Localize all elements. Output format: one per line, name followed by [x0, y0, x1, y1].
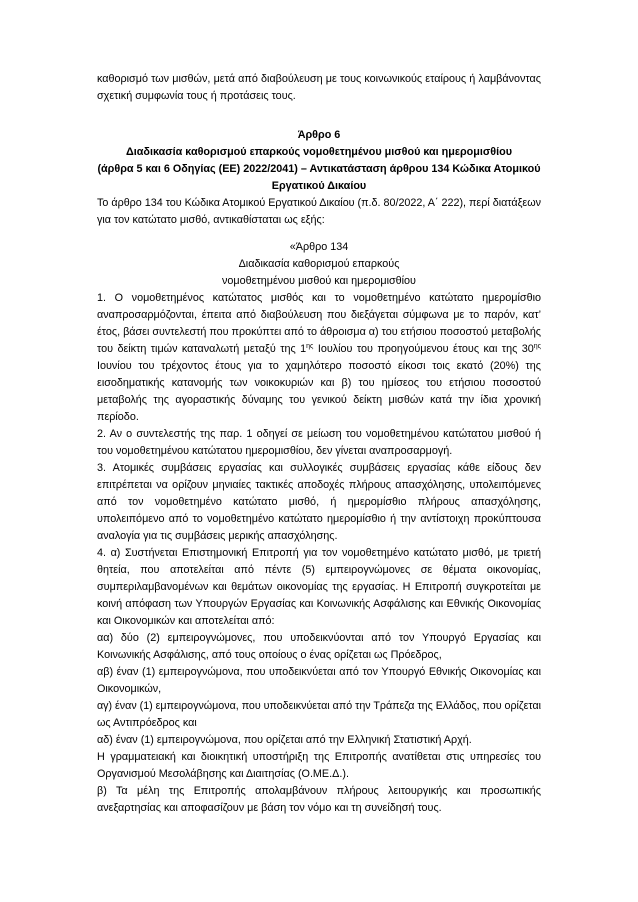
- article-134-heading-line: νομοθετημένου μισθού και ημερομισθίου: [222, 275, 416, 287]
- document-body: [97, 71, 541, 817]
- item-aa-line: αα) δύο (2) εμπειρογνώμονες, που υποδεικνύονται από τον Υπουργό Εργασίας και: [97, 632, 541, 644]
- article-6-lead-paragraph: [97, 195, 541, 229]
- paragraph-1: [97, 290, 541, 426]
- item-ab-line: Οικονομικών,: [97, 683, 162, 695]
- paragraph-4a-line: 4. α) Συστήνεται Επιστημονική Επιτροπή για τον νομοθετημένο κατώτατο μισθό, με τριετή: [97, 547, 541, 559]
- item-aa: [97, 630, 541, 664]
- paragraph-1-line: μεταβολής της αγοραστικής δύναμης του γενικού δείκτη μισθών κατά την ίδια χρονική: [97, 394, 541, 406]
- ordinal-suffix: ης: [533, 343, 542, 350]
- paragraph-4a-line: και Οικονομικών και αποτελείται από:: [97, 615, 275, 627]
- paragraph-1-text: του δείκτη τιμών καταναλωτή μεταξύ της 1: [97, 343, 307, 355]
- secretariat-line: Η γραμματειακή και διοικητική υποστήριξη της Επιτροπής ανατίθεται στις υπηρεσίες του: [97, 751, 541, 763]
- article-6-lead-line: για τον κατώτατο μισθό, αντικαθίσταται ως εξής:: [97, 214, 325, 226]
- paragraph-2: [97, 426, 541, 460]
- paragraph-4b-line: β) Τα μέλη της Επιτροπής απολαμβάνουν πλήρους λειτουργικής και προσωπικής: [97, 785, 541, 797]
- article-6-title-line: Εργατικού Δικαίου: [271, 180, 367, 192]
- article-6-heading: [97, 127, 541, 195]
- paragraph-2-line: του νομοθετημένου κατώτατου ημερομισθίου, δεν γίνεται αναπροσαρμογή.: [97, 445, 453, 457]
- paragraph-3-line: 3. Ατομικές συμβάσεις εργασίας και συλλογικές συμβάσεις εργασίας κάθε είδους δεν: [97, 462, 541, 474]
- item-ad-line: αδ) έναν (1) εμπειρογνώμονα, που ορίζεται από την Ελληνική Στατιστική Αρχή.: [97, 734, 472, 746]
- paragraph-1-line: έτος, βάσει συντελεστή που προκύπτει από το άθροισμα α) του ετήσιου ποσοστού μεταβολής: [97, 326, 541, 338]
- item-aa-line: Κοινωνικής Ασφάλισης, από τους οποίους ο ένας ορίζεται ως Πρόεδρος,: [97, 649, 442, 661]
- paragraph-4a-line: θητεία, που αποτελείται από πέντε (5) εμπειρογνώμονες σε θέματα οικονομίας,: [97, 564, 541, 576]
- paragraph-2-line: 2. Αν ο συντελεστής της παρ. 1 οδηγεί σε μείωση του νομοθετημένου κατώτατου μισθού ή: [97, 428, 541, 440]
- paragraph-4b-line: ανεξαρτησίας και αποφασίζουν με βάση τον νόμο και τη συνείδησή τους.: [97, 802, 442, 814]
- intro-line: καθορισμό των μισθών, μετά από διαβούλευση με τους κοινωνικούς εταίρους ή λαμβάνοντας: [97, 73, 541, 85]
- paragraph-1-line: [97, 341, 541, 358]
- article-6-title-line: Διαδικασία καθορισμού επαρκούς νομοθετημένου μισθού και ημερομισθίου: [126, 146, 512, 158]
- secretariat-line: Οργανισμού Μεσολάβησης και Διαιτησίας (Ο.ΜΕ.Δ.).: [97, 768, 349, 780]
- paragraph-4a-line: συμπεριλαμβανομένων και θεμάτων οικονομίας της εργασίας. Η Επιτροπή συγκροτείται με: [97, 581, 541, 593]
- paragraph-1-line: αναπροσαρμόζονται, έπειτα από διαβούλευση που διεξάγεται σύμφωνα με το παρόν, κατ’: [97, 309, 541, 321]
- paragraph-4a-line: κοινή απόφαση των Υπουργών Εργασίας και Κοινωνικής Ασφάλισης και Εθνικής Οικονομίας: [97, 598, 541, 610]
- intro-line: σχετική συμφωνία τους ή προτάσεις τους.: [97, 90, 296, 102]
- article-6-number: Άρθρο 6: [297, 129, 341, 141]
- article-134-heading: [97, 239, 541, 290]
- item-ab-line: αβ) έναν (1) εμπειρογνώμονα, που υποδεικνύεται από τον Υπουργό Εθνικής Οικονομίας και: [97, 666, 541, 678]
- ordinal-suffix: ης: [306, 343, 314, 350]
- paragraph-3: [97, 460, 541, 545]
- secretariat-paragraph: [97, 749, 541, 783]
- item-ag-line: ως Αντιπρόεδρος και: [97, 717, 197, 729]
- paragraph-4a: [97, 545, 541, 630]
- paragraph-1-line: Ιουνίου του τρέχοντος έτους για το χαμηλότερο ποσοστό είκοσι τοις εκατό (20%) της: [97, 360, 541, 372]
- paragraph-4b: [97, 783, 541, 817]
- article-134-heading-line: «Άρθρο 134: [289, 241, 349, 253]
- item-ad: [97, 732, 541, 749]
- intro-paragraph: [97, 71, 541, 105]
- paragraph-3-line: από τον νομοθετημένο κατώτατο μισθό, ή ημερομίσθιο πλήρους απασχόλησης,: [97, 496, 541, 508]
- item-ab: [97, 664, 541, 698]
- paragraph-3-line: επιτρέπεται να ορίζουν μηνιαίες τακτικές αποδοχές πλήρους απασχόλησης, υπολειπόμενες: [97, 479, 541, 491]
- item-ag: [97, 698, 541, 732]
- item-ag-line: αγ) έναν (1) εμπειρογνώμονα, που υποδεικνύεται από την Τράπεζα της Ελλάδος, που ορίζεται: [97, 700, 541, 712]
- article-134-heading-line: Διαδικασία καθορισμού επαρκούς: [238, 258, 400, 270]
- paragraph-3-line: υπολειπόμενο από το νομοθετημένο κατώτατο ημερομίσθιο ή την αντίστοιχη προκύπτουσα: [97, 513, 541, 525]
- paragraph-1-line: εισοδηματικής κατανομής των νοικοκυριών και β) του ημίσεος του ετήσιου ποσοστού: [97, 377, 541, 389]
- paragraph-1-line: 1. Ο νομοθετημένος κατώτατος μισθός και το νομοθετημένο κατώτατο ημερομίσθιο: [97, 292, 541, 304]
- article-6-title-line: (άρθρα 5 και 6 Οδηγίας (ΕΕ) 2022/2041) – Αντικατάσταση άρθρου 134 Κώδικα Ατομικού: [97, 163, 541, 175]
- paragraph-1-line: περίοδο.: [97, 411, 139, 423]
- paragraph-3-line: αναλογία για τις συμβάσεις μερικής απασχόλησης.: [97, 530, 338, 542]
- article-6-lead-line: Το άρθρο 134 του Κώδικα Ατομικού Εργατικού Δικαίου (π.δ. 80/2022, Α΄ 222), περί διατάξεων: [97, 197, 541, 209]
- paragraph-1-text: Ιουλίου του προηγούμενου έτους και της 30: [313, 343, 534, 355]
